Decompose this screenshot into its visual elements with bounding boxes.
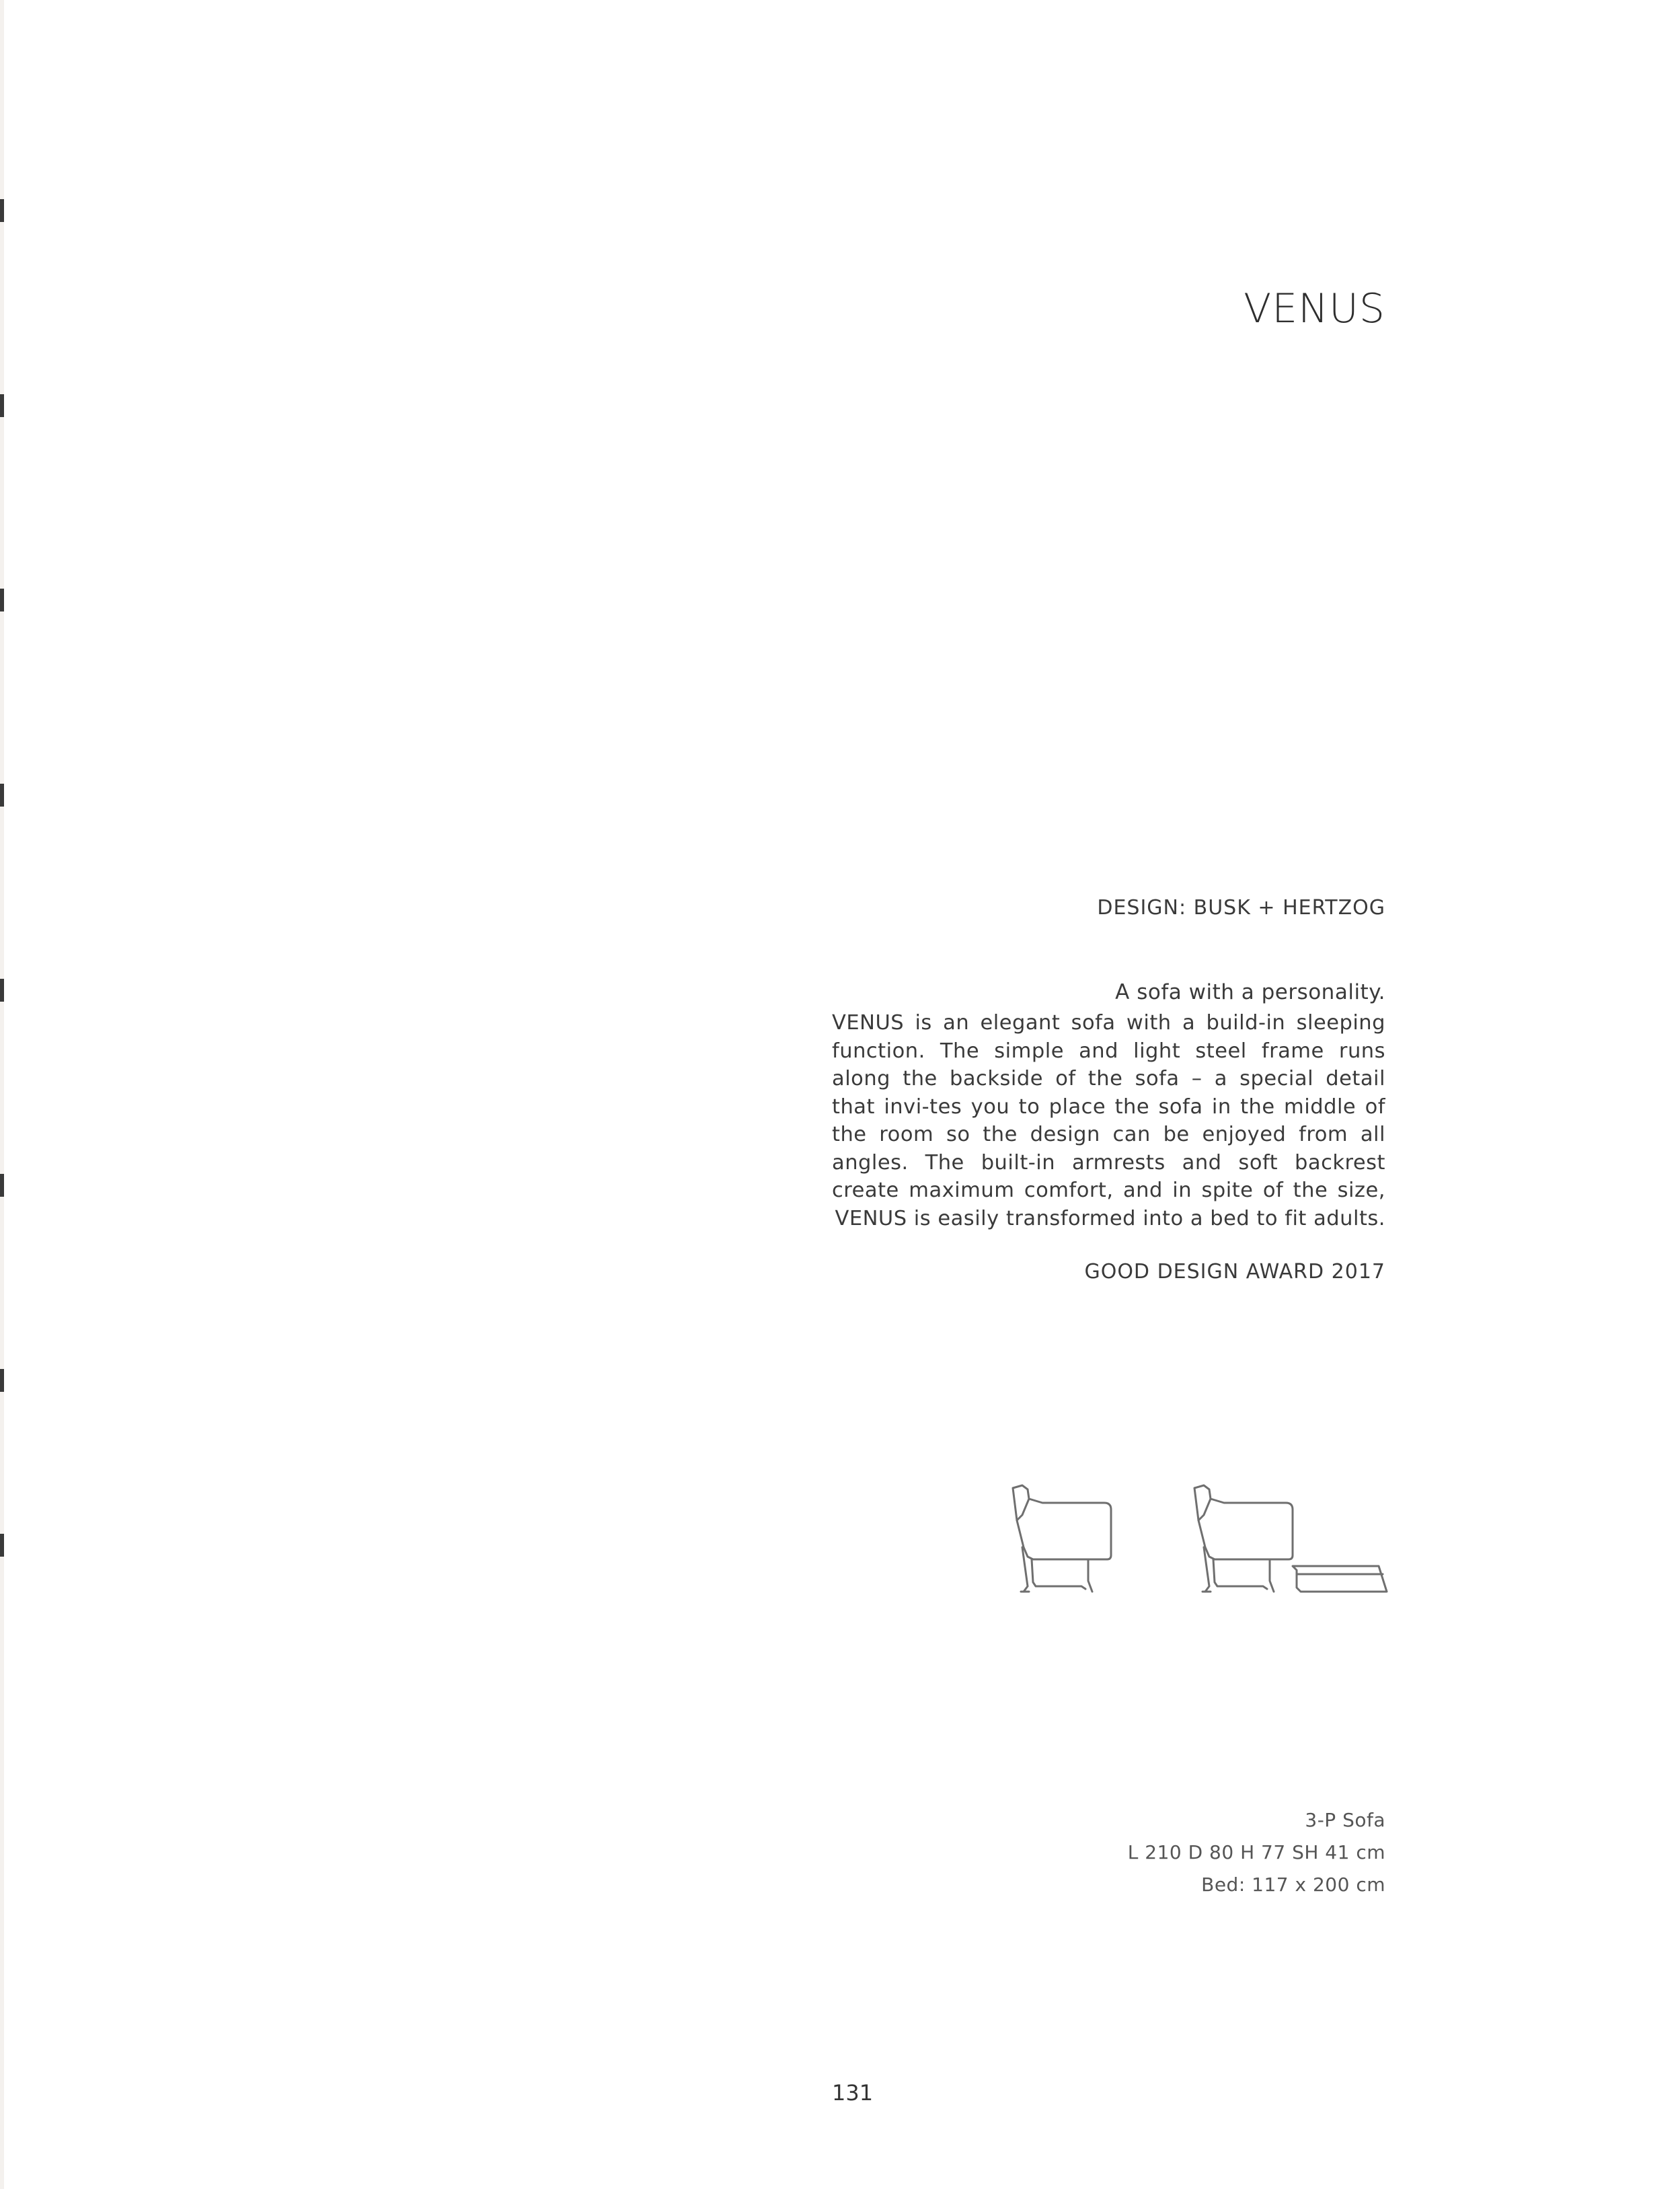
page-edge-mark bbox=[0, 1174, 4, 1197]
page-edge-mark bbox=[0, 1534, 4, 1557]
sofa-drawings bbox=[1002, 1480, 1392, 1601]
spec-bed-size: Bed: 117 x 200 cm bbox=[1201, 1873, 1385, 1896]
page-edge-strip bbox=[0, 0, 4, 2189]
sofa-bed-side-view-icon bbox=[1194, 1485, 1387, 1592]
product-title: VENUS bbox=[1244, 285, 1385, 332]
page-edge-mark bbox=[0, 979, 4, 1002]
spec-type: 3-P Sofa bbox=[1305, 1809, 1385, 1831]
product-tagline: A sofa with a personality. bbox=[1115, 980, 1385, 1004]
page-edge-mark bbox=[0, 784, 4, 807]
page-edge-mark bbox=[0, 394, 4, 417]
page-number: 131 bbox=[832, 2080, 874, 2106]
page-edge-mark bbox=[0, 1369, 4, 1392]
designer-credit: DESIGN: BUSK + HERTZOG bbox=[1097, 896, 1385, 920]
page-edge-mark bbox=[0, 199, 4, 222]
page-edge-mark bbox=[0, 589, 4, 611]
spec-dimensions: L 210 D 80 H 77 SH 41 cm bbox=[1127, 1841, 1385, 1863]
product-description: VENUS is an elegant sofa with a build-in sleeping function. The simple and light steel frame runs along the backside of the sofa – a special detail that invi-tes you to place the sofa in the middle of the room so the design can be enjoyed from all angles. The built-in armrests and soft backrest create maximum comfort, and in spite of the size, VENUS is easily transformed into a bed to fit adults. bbox=[832, 1011, 1385, 1230]
sofa-side-view-icon bbox=[1013, 1485, 1111, 1592]
product-specs bbox=[1128, 1804, 1385, 1901]
award-text: GOOD DESIGN AWARD 2017 bbox=[1084, 1260, 1385, 1284]
